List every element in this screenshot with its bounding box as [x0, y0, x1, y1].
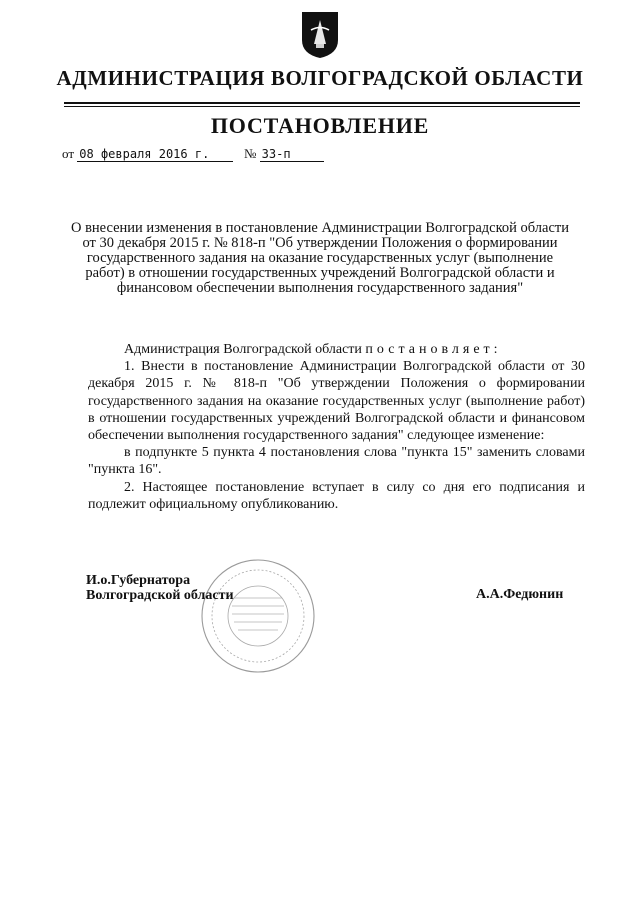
item-1: 1. Внести в постановление Администрации Волгоградской области от 30 декабря 2015 г. № 818-п "Об утверждении Положения о формировании государственного задания на оказание государственных услуг (выполнение работ) в отношении государственных учреждений Волгоградской области и финансовом обеспечении выполнения государственного задания" следующее изменение:: [88, 359, 585, 444]
document-date-line: [62, 146, 233, 162]
signatory-position-line1: И.о.Губернатора: [86, 573, 191, 588]
preamble-lead: Администрация Волгоградской области: [124, 342, 366, 357]
header-rule-thick: [64, 102, 580, 104]
document-subject: О внесении изменения в постановление Администрации Волгоградской области от 30 декабря 2015 г. № 818-п "Об утверждении Положения о формировании государственного задания на оказание государственных услуг (выполнение работ) в отношении государственных учреждений Волгоградской области и финансовом обеспечении выполнения государственного задания": [70, 220, 569, 296]
signatory-position-line2: Волгоградской области: [86, 588, 234, 603]
document-number-line: [244, 146, 324, 162]
signatory-name: А.А.Федюнин: [476, 587, 564, 602]
number-prefix: №: [244, 146, 257, 161]
document-date: 08 февраля 2016 г.: [77, 147, 233, 162]
preamble-verb: постановляет:: [365, 342, 502, 357]
organization-title: АДМИНИСТРАЦИЯ ВОЛГОГРАДСКОЙ ОБЛАСТИ: [56, 66, 584, 90]
item-1-change: в подпункте 5 пункта 4 постановления слова "пункта 15" заменить словами "пункта 16".: [88, 445, 585, 478]
preamble: [88, 341, 585, 358]
item-2: 2. Настоящее постановление вступает в силу со дня его подписания и подлежит официальному опубликованию.: [88, 479, 585, 512]
document-number: 33-п: [260, 147, 324, 162]
document-type-title: ПОСТАНОВЛЕНИЕ: [210, 113, 430, 138]
date-prefix: от: [62, 146, 75, 161]
header-rule-thin: [64, 106, 580, 107]
signatory-position: [86, 573, 234, 603]
document-body: [88, 341, 585, 513]
coat-of-arms-icon: [300, 10, 340, 60]
